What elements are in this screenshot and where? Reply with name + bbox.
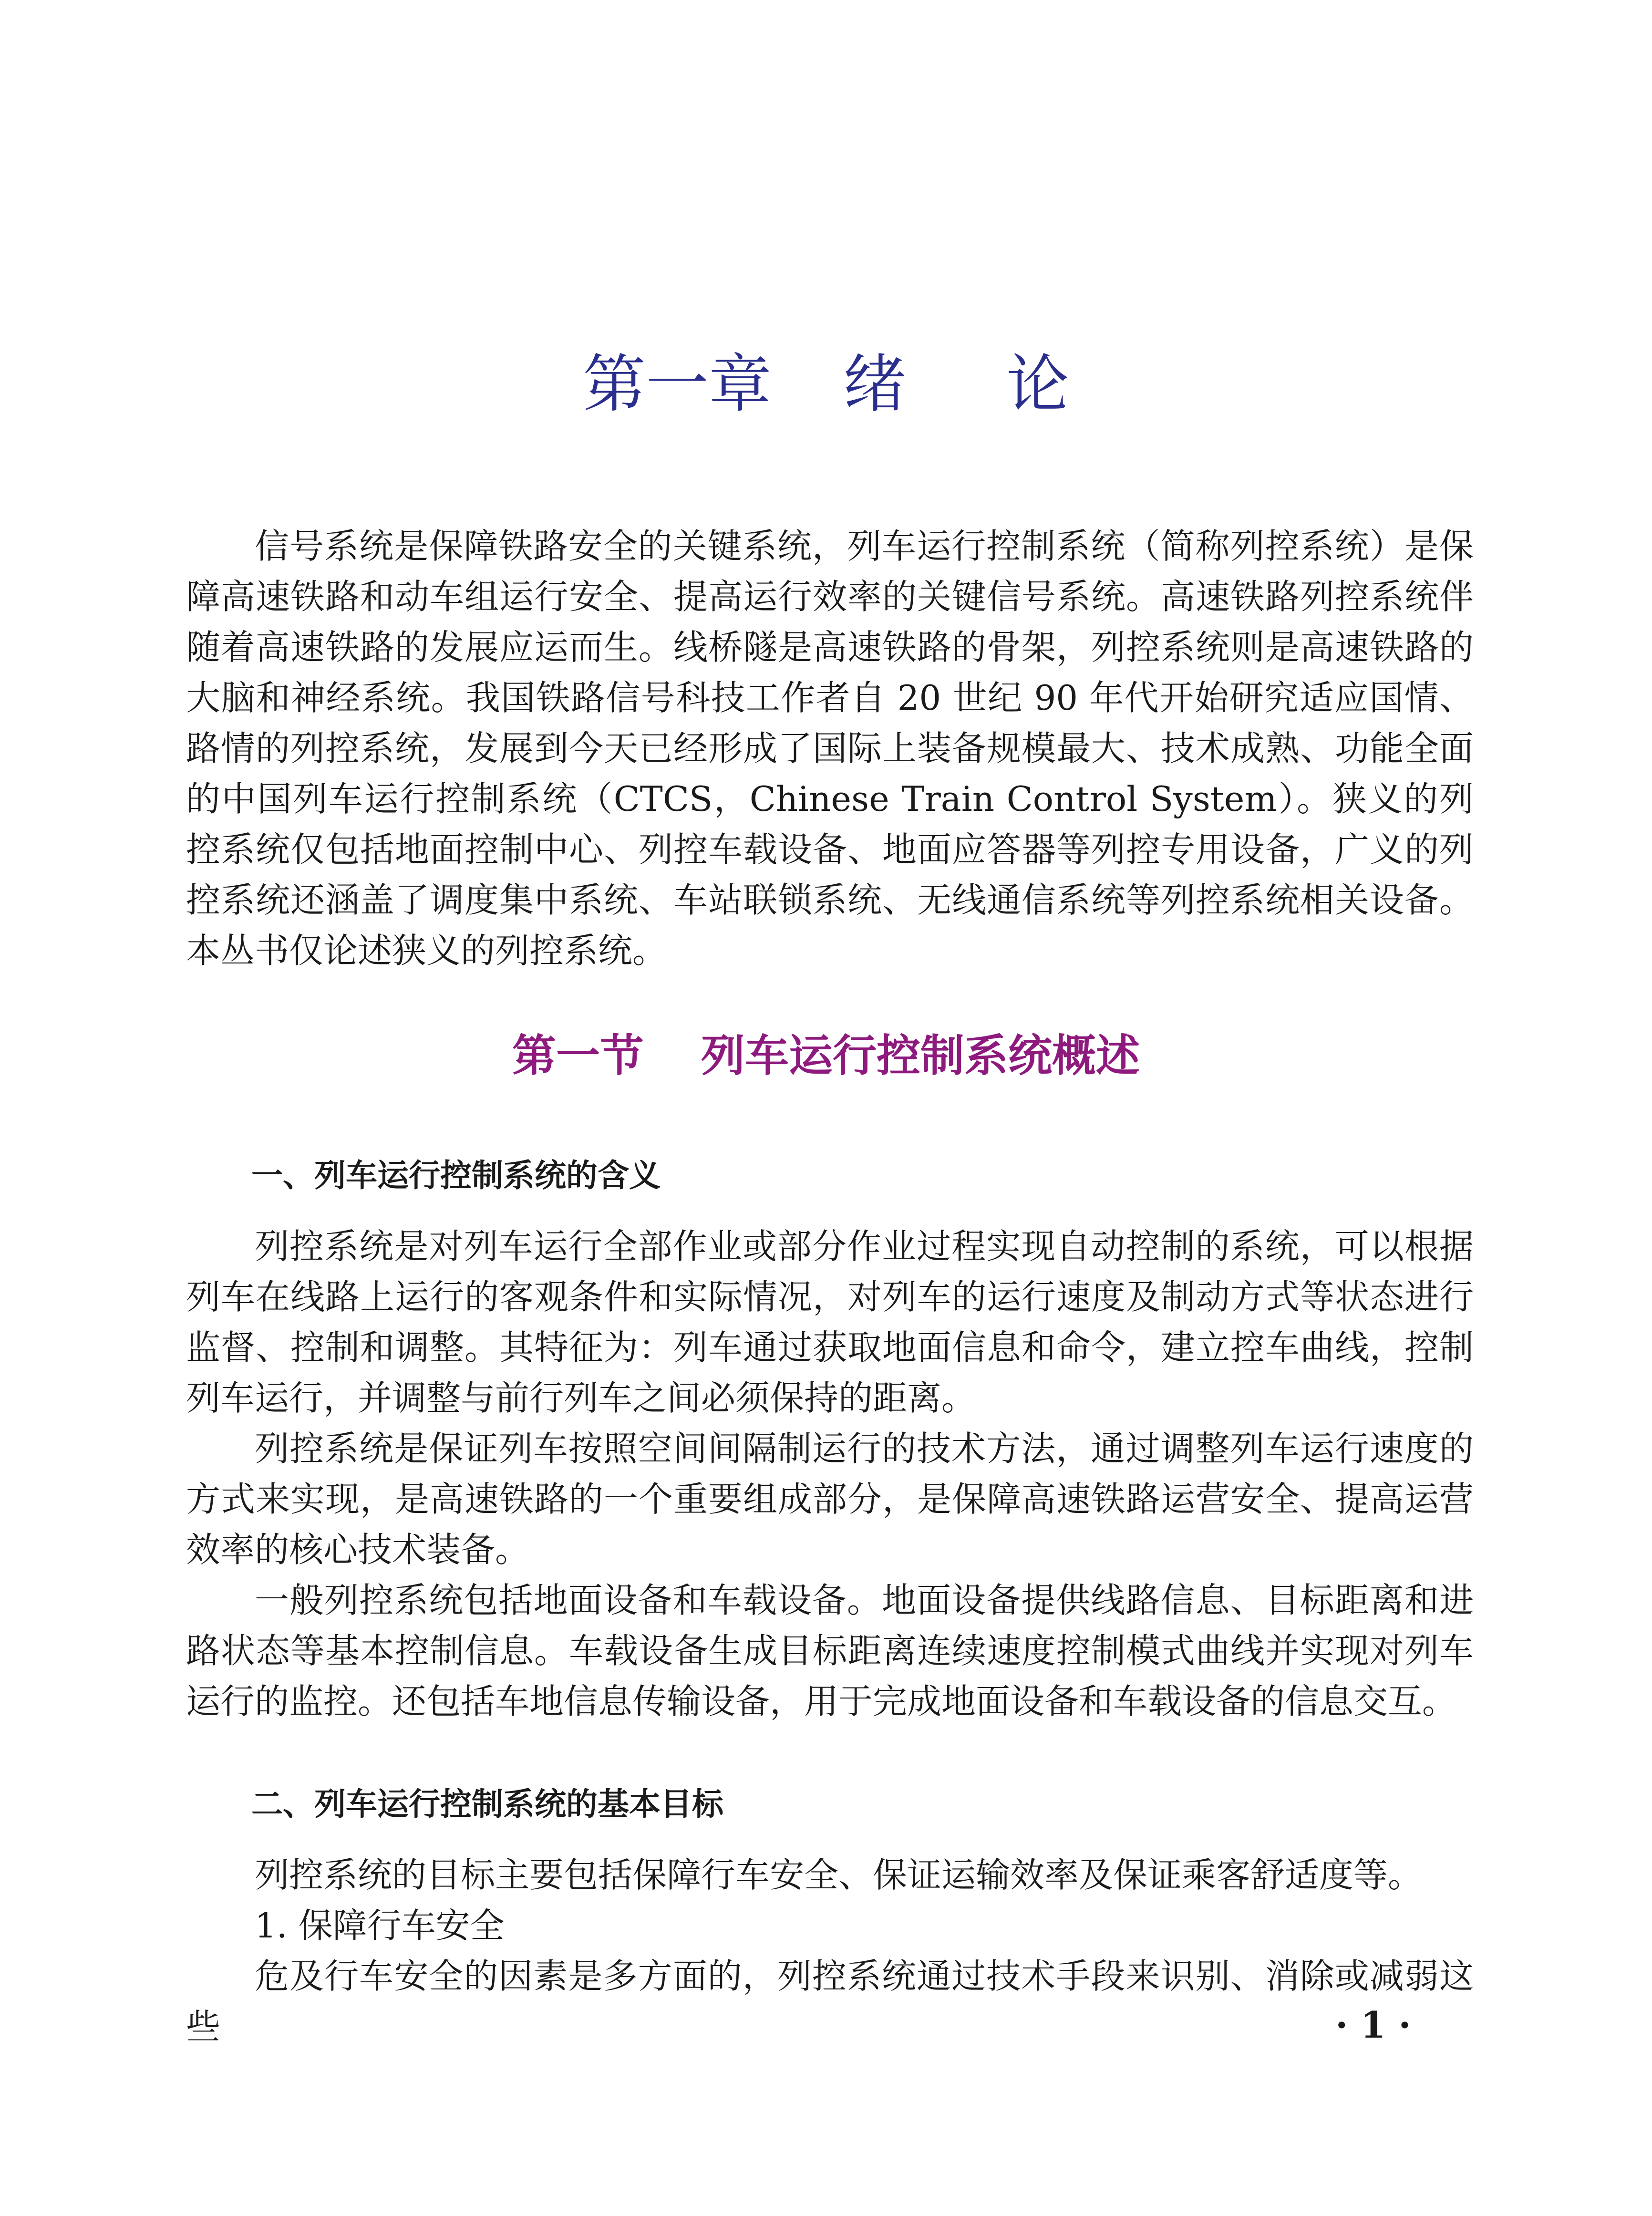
page-number: · 1 · [1335, 2004, 1411, 2046]
subsection-1-paragraph-3: 一般列控系统包括地面设备和车载设备。地面设备提供线路信息、目标距离和进路状态等基本控制信息。车载设备生成目标距离连续速度控制模式曲线并实现对列车运行的监控。还包括车地信息传输设备，用于完成地面设备和车载设备的信息交互。 [186, 1580, 1474, 1721]
subsection-2-paragraph-2: 危及行车安全的因素是多方面的，列控系统通过技术手段来识别、消除或减弱这些 [186, 1956, 1474, 2047]
chapter-title-char-1: 绪 [843, 348, 906, 421]
section-number: 第一节 [512, 1030, 644, 1081]
chapter-title [0, 348, 1652, 421]
chapter-title-char-2: 论 [1006, 348, 1069, 421]
section-title [0, 1030, 1652, 1081]
subsection-1-paragraph-1: 列控系统是对列车运行全部作业或部分作业过程实现自动控制的系统，可以根据列车在线路上运行的客观条件和实际情况，对列车的运行速度及制动方式等状态进行监督、控制和调整。其特征为：列车通过获取地面信息和命令，建立控车曲线，控制列车运行，并调整与前行列车之间必须保持的距离。 [186, 1226, 1474, 1418]
subsection-2-item-heading: 1. 保障行车安全 [255, 1905, 505, 1946]
subsection-2-paragraph-1: 列控系统的目标主要包括保障行车安全、保证运输效率及保证乘客舒适度等。 [255, 1855, 1423, 1895]
intro-paragraph: 信号系统是保障铁路安全的关键系统，列车运行控制系统（简称列控系统）是保障高速铁路和动车组运行安全、提高运行效率的关键信号系统。高速铁路列控系统伴随着高速铁路的发展应运而生。线桥隧是高速铁路的骨架，列控系统则是高速铁路的大脑和神经系统。我国铁路信号科技工作者自 20 世纪 90 年代开始研究适应国情、路情的列控系统，发展到今天已经形成了国际上装备规模最大、技术成熟、功能全面的中国列车运行控制系统（CTCS，Chinese Train Control System）。狭义的列控系统仅包括地面控制中心、列控车载设备、地面应答器等列控专用设备，广义的列控系统还涵盖了调度集中系统、车站联锁系统、无线通信系统等列控系统相关设备。本丛书仅论述狭义的列控系统。 [186, 526, 1474, 971]
section-title-text: 列车运行控制系统概述 [701, 1030, 1140, 1081]
intro-text-block [186, 521, 1474, 976]
subsection-2-text-block [186, 1850, 1474, 2052]
subsection-1-paragraph-2: 列控系统是保证列车按照空间间隔制运行的技术方法，通过调整列车运行速度的方式来实现，是高速铁路的一个重要组成部分，是保障高速铁路运营安全、提高运营效率的核心技术装备。 [186, 1429, 1474, 1570]
subsection-1-text-block [186, 1221, 1474, 1727]
chapter-number: 第一章 [583, 348, 772, 421]
subsection-1-heading: 一、列车运行控制系统的含义 [251, 1157, 661, 1194]
subsection-2-heading: 二、列车运行控制系统的基本目标 [251, 1786, 723, 1823]
